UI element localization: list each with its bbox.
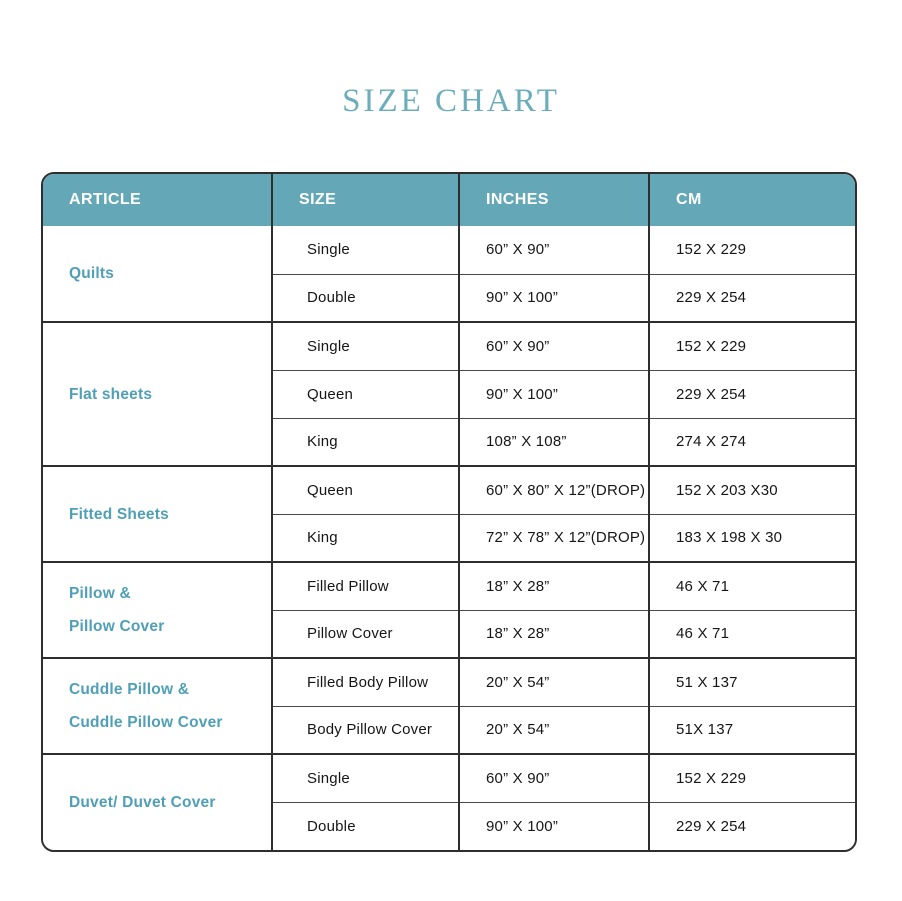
article-label-line: Flat sheets — [69, 385, 153, 403]
article-label-line: Quilts — [69, 265, 115, 282]
size-cell: Double — [272, 274, 459, 322]
size-cell: Pillow Cover — [272, 610, 459, 658]
cm-cell: 152 X 229 — [649, 226, 857, 274]
article-label-line: Pillow & — [69, 585, 131, 602]
article-cell — [43, 226, 272, 322]
size-cell: Double — [272, 802, 459, 850]
cm-cell: 152 X 229 — [649, 754, 857, 802]
header-row — [43, 174, 857, 226]
article-label-line: Cuddle Pillow & — [69, 681, 190, 698]
inches-cell: 18” X 28” — [459, 610, 649, 658]
table-row — [43, 322, 857, 370]
inches-cell: 20” X 54” — [459, 658, 649, 706]
inches-cell: 20” X 54” — [459, 706, 649, 754]
article-cell — [43, 466, 272, 562]
size-cell: King — [272, 514, 459, 562]
size-cell: Filled Body Pillow — [272, 658, 459, 706]
table-row — [43, 562, 857, 610]
cm-cell: 51X 137 — [649, 706, 857, 754]
inches-cell: 60” X 90” — [459, 322, 649, 370]
cm-cell: 152 X 203 X30 — [649, 466, 857, 514]
size-chart-table-container — [41, 172, 857, 852]
cm-cell: 229 X 254 — [649, 274, 857, 322]
size-cell: Single — [272, 754, 459, 802]
inches-cell: 90” X 100” — [459, 274, 649, 322]
article-label-line: Fitted Sheets — [69, 505, 169, 523]
inches-cell: 60” X 90” — [459, 226, 649, 274]
inches-cell: 60” X 80” X 12”(DROP) — [459, 466, 649, 514]
size-cell: Filled Pillow — [272, 562, 459, 610]
article-label-line: Duvet/ Duvet Cover — [69, 794, 216, 811]
inches-cell: 72” X 78” X 12”(DROP) — [459, 514, 649, 562]
cm-cell: 183 X 198 X 30 — [649, 514, 857, 562]
size-chart-table — [43, 174, 857, 850]
inches-cell: 90” X 100” — [459, 802, 649, 850]
column-header-article: ARTICLE — [43, 174, 272, 226]
size-cell: Single — [272, 322, 459, 370]
table-row — [43, 658, 857, 706]
size-cell: Queen — [272, 370, 459, 418]
column-header-size: SIZE — [272, 174, 459, 226]
inches-cell: 18” X 28” — [459, 562, 649, 610]
article-cell — [43, 754, 272, 850]
inches-cell: 60” X 90” — [459, 754, 649, 802]
column-header-inches: INCHES — [459, 174, 649, 226]
page-title: SIZE CHART — [342, 83, 560, 119]
size-cell: Queen — [272, 466, 459, 514]
cm-cell: 274 X 274 — [649, 418, 857, 466]
size-cell: King — [272, 418, 459, 466]
article-cell — [43, 322, 272, 466]
cm-cell: 51 X 137 — [649, 658, 857, 706]
table-row — [43, 466, 857, 514]
table-row — [43, 754, 857, 802]
article-cell — [43, 562, 272, 658]
table-row — [43, 226, 857, 274]
cm-cell: 46 X 71 — [649, 562, 857, 610]
cm-cell: 229 X 254 — [649, 802, 857, 850]
inches-cell: 90” X 100” — [459, 370, 649, 418]
table-body — [43, 226, 857, 850]
cm-cell: 229 X 254 — [649, 370, 857, 418]
article-label-line: Pillow Cover — [69, 618, 165, 635]
article-cell — [43, 658, 272, 754]
cm-cell: 46 X 71 — [649, 610, 857, 658]
inches-cell: 108” X 108” — [459, 418, 649, 466]
cm-cell: 152 X 229 — [649, 322, 857, 370]
article-label-line: Cuddle Pillow Cover — [69, 714, 223, 731]
size-cell: Single — [272, 226, 459, 274]
table-header — [43, 174, 857, 226]
column-header-cm: CM — [649, 174, 857, 226]
size-cell: Body Pillow Cover — [272, 706, 459, 754]
